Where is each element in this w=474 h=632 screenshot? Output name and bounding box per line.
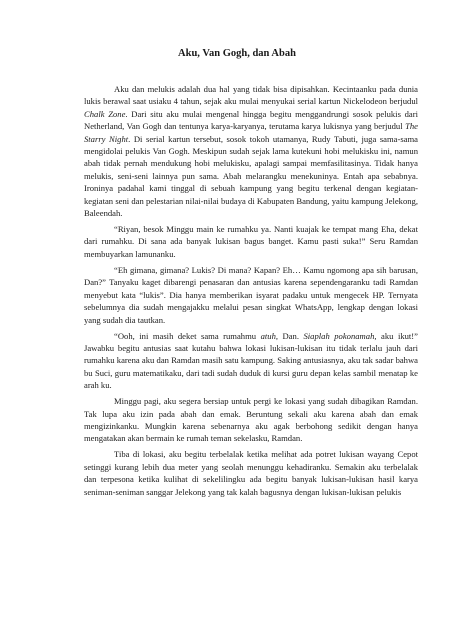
paragraph-text: Minggu pagi, aku segera bersiap untuk pergi ke lokasi yang sudah dibagikan Ramdan. Tak lupa aku izin pada abah dan emak. Beruntung sekali aku karena abah dan emak mengizinkanku. Mungkin karena sebenarnya aku agak berbohong sedikit dengan hanya mengatakan akan bermain ke rumah teman sekelasku, Ramdan. (84, 396, 418, 444)
paragraph-text: . Dari situ aku mulai mengenal hingga begitu menggandrungi sosok pelukis dari Netherland, Van Gogh dan tentunya karya-karyanya, terutama karya lukisnya yang berjudul (84, 108, 418, 132)
italic-text: Siaplah pokonamah (303, 330, 375, 341)
italic-text: atuh (260, 330, 276, 341)
paragraph-text: , aku ikut!” Jawabku begitu antusias saat kutahu bahwa lokasi lukisan-lukisan itu tidak terlalu jauh dari rumahku karena aku dan Ramdan masih satu kampung. Saking antusiasnya, aku tak sadar bahwa bu Suci, guru matematikaku, dari tadi sudah duduk di kursi guru depan kelas sambil menatap ke arah ku. (84, 330, 418, 391)
italic-text: Chalk Zone (84, 108, 126, 119)
document-title: Aku, Van Gogh, dan Abah (178, 48, 296, 59)
paragraph-text: , Dan. (275, 330, 304, 341)
italic-text: The Starry Night (84, 121, 418, 144)
paragraph (84, 264, 418, 326)
paragraph-text: “Riyan, besok Minggu main ke rumahku ya. Nanti kuajak ke tempat mang Eha, dekat dari rumahku. Di sana ada banyak lukisan bagus banget. Kamu pasti suka!” Seru Ramdan membuyarkan lamunanku. (84, 224, 418, 259)
paragraph (84, 83, 418, 219)
paragraph (84, 223, 418, 260)
paragraph-text: Tiba di lokasi, aku begitu terbelalak ketika melihat ada potret lukisan wayang Cepot setinggi kurang lebih dua meter yang seolah menunggu kehadiranku. Semakin aku terbelalak dan terpesona ketika kulihat di sekelilingku ada begitu banyak lukisan-lukisan hasil karya seniman-seniman sanggar Jelekong yang tak kalah bagusnya dengan lukisan-lukisan pelukis (84, 449, 418, 497)
paragraph (84, 330, 418, 392)
paragraph (84, 395, 418, 445)
document-body (84, 83, 418, 498)
paragraph-text: Aku dan melukis adalah dua hal yang tidak bisa dipisahkan. Kecintaanku pada dunia lukis berawal saat usiaku 4 tahun, sejak aku mulai menyukai serial kartun Nickelodeon berjudul (84, 84, 418, 107)
paragraph-text: “Ooh, ini masih deket sama rumahmu (114, 330, 261, 341)
paragraph-text: . Di serial kartun tersebut, sosok tokoh utamanya, Rudy Tabuti, juga sama-sama mengidolai pelukis Van Gogh. Meskipun sudah sejak lama kutekuni hobi melukisku ini, namun abah tidak pernah mendukung hobi melukisku, apalagi sampai memfasilitasinya. Tidak hanya melukis, seni-seni lainnya pun sama. Abah melarangku menekuninya. Entah apa sebabnya. Ironinya padahal kami tinggal di sebuah kampung yang begitu terkenal dengan kegiatan-kegiatan seni dan pelestarian nilai-nilai budaya di Kabupaten Bandung, yaitu kampung Jelekong, Baleendah. (84, 133, 419, 219)
paragraph-text: “Eh gimana, gimana? Lukis? Di mana? Kapan? Eh… Kamu ngomong apa sih barusan, Dan?” Tanyaku kaget dibarengi penasaran dan antusias karena sependengaranku tadi Ramdan menyebut kata “lukis”. Dia hanya memberikan isyarat padaku untuk mengecek HP. Ternyata sebelumnya dia sudah mengajakku melalui pesan singkat WhatsApp, lengkap dengan lokasi yang sudah dia tautkan. (84, 264, 418, 325)
paragraph (84, 448, 418, 498)
